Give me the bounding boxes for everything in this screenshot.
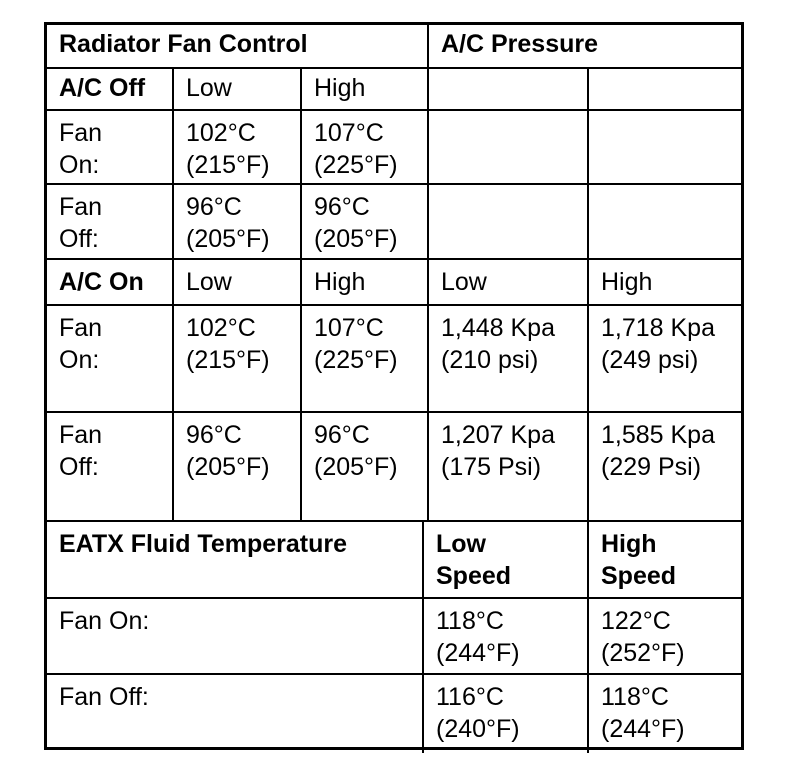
ac-off-fan-on-low: 102°C (215°F) [186,119,270,179]
pressure-fan-off-low: 1,207 Kpa (175 Psi) [441,421,555,481]
eatx-fan-off-low: 116°C (240°F) [436,683,520,743]
ac-off-high-header: High [314,74,366,102]
ac-on-high-header: High [314,268,366,296]
ac-on-fan-on-high: 107°C (225°F) [314,314,398,374]
pressure-fan-on-low: 1,448 Kpa (210 psi) [441,314,555,374]
ac-off-fan-off-low: 96°C (205°F) [186,193,270,253]
ac-on-label: A/C On [59,268,144,296]
ac-off-fan-off-high: 96°C (205°F) [314,193,398,253]
ac-off-low-header: Low [186,74,232,102]
ac-on-fan-off-low: 96°C (205°F) [186,421,270,481]
eatx-fan-off-high: 118°C (244°F) [601,683,685,743]
fan-control-table [44,22,744,750]
ac-on-low-header: Low [186,268,232,296]
eatx-fan-on-high: 122°C (252°F) [601,607,685,667]
ac-pressure-title: A/C Pressure [441,30,599,58]
pressure-low-header: Low [441,268,487,296]
eatx-low-speed-header: Low Speed [436,530,512,590]
pressure-fan-off-high: 1,585 Kpa (229 Psi) [601,421,715,481]
eatx-high-speed-header: High Speed [601,530,677,590]
ac-off-fan-on-label: Fan On: [59,119,103,179]
eatx-fluid-temperature-title: EATX Fluid Temperature [59,530,348,558]
ac-on-fan-off-label: Fan Off: [59,421,103,481]
pressure-fan-on-high: 1,718 Kpa (249 psi) [601,314,715,374]
radiator-fan-control-title: Radiator Fan Control [59,30,308,58]
eatx-fan-on-label: Fan On: [59,607,150,635]
ac-off-fan-on-high: 107°C (225°F) [314,119,398,179]
ac-off-label: A/C Off [59,74,146,102]
ac-on-fan-on-low: 102°C (215°F) [186,314,270,374]
pressure-high-header: High [601,268,653,296]
ac-on-fan-on-label: Fan On: [59,314,103,374]
ac-off-fan-off-label: Fan Off: [59,193,103,253]
ac-on-fan-off-high: 96°C (205°F) [314,421,398,481]
eatx-fan-on-low: 118°C (244°F) [436,607,520,667]
eatx-fan-off-label: Fan Off: [59,683,149,711]
